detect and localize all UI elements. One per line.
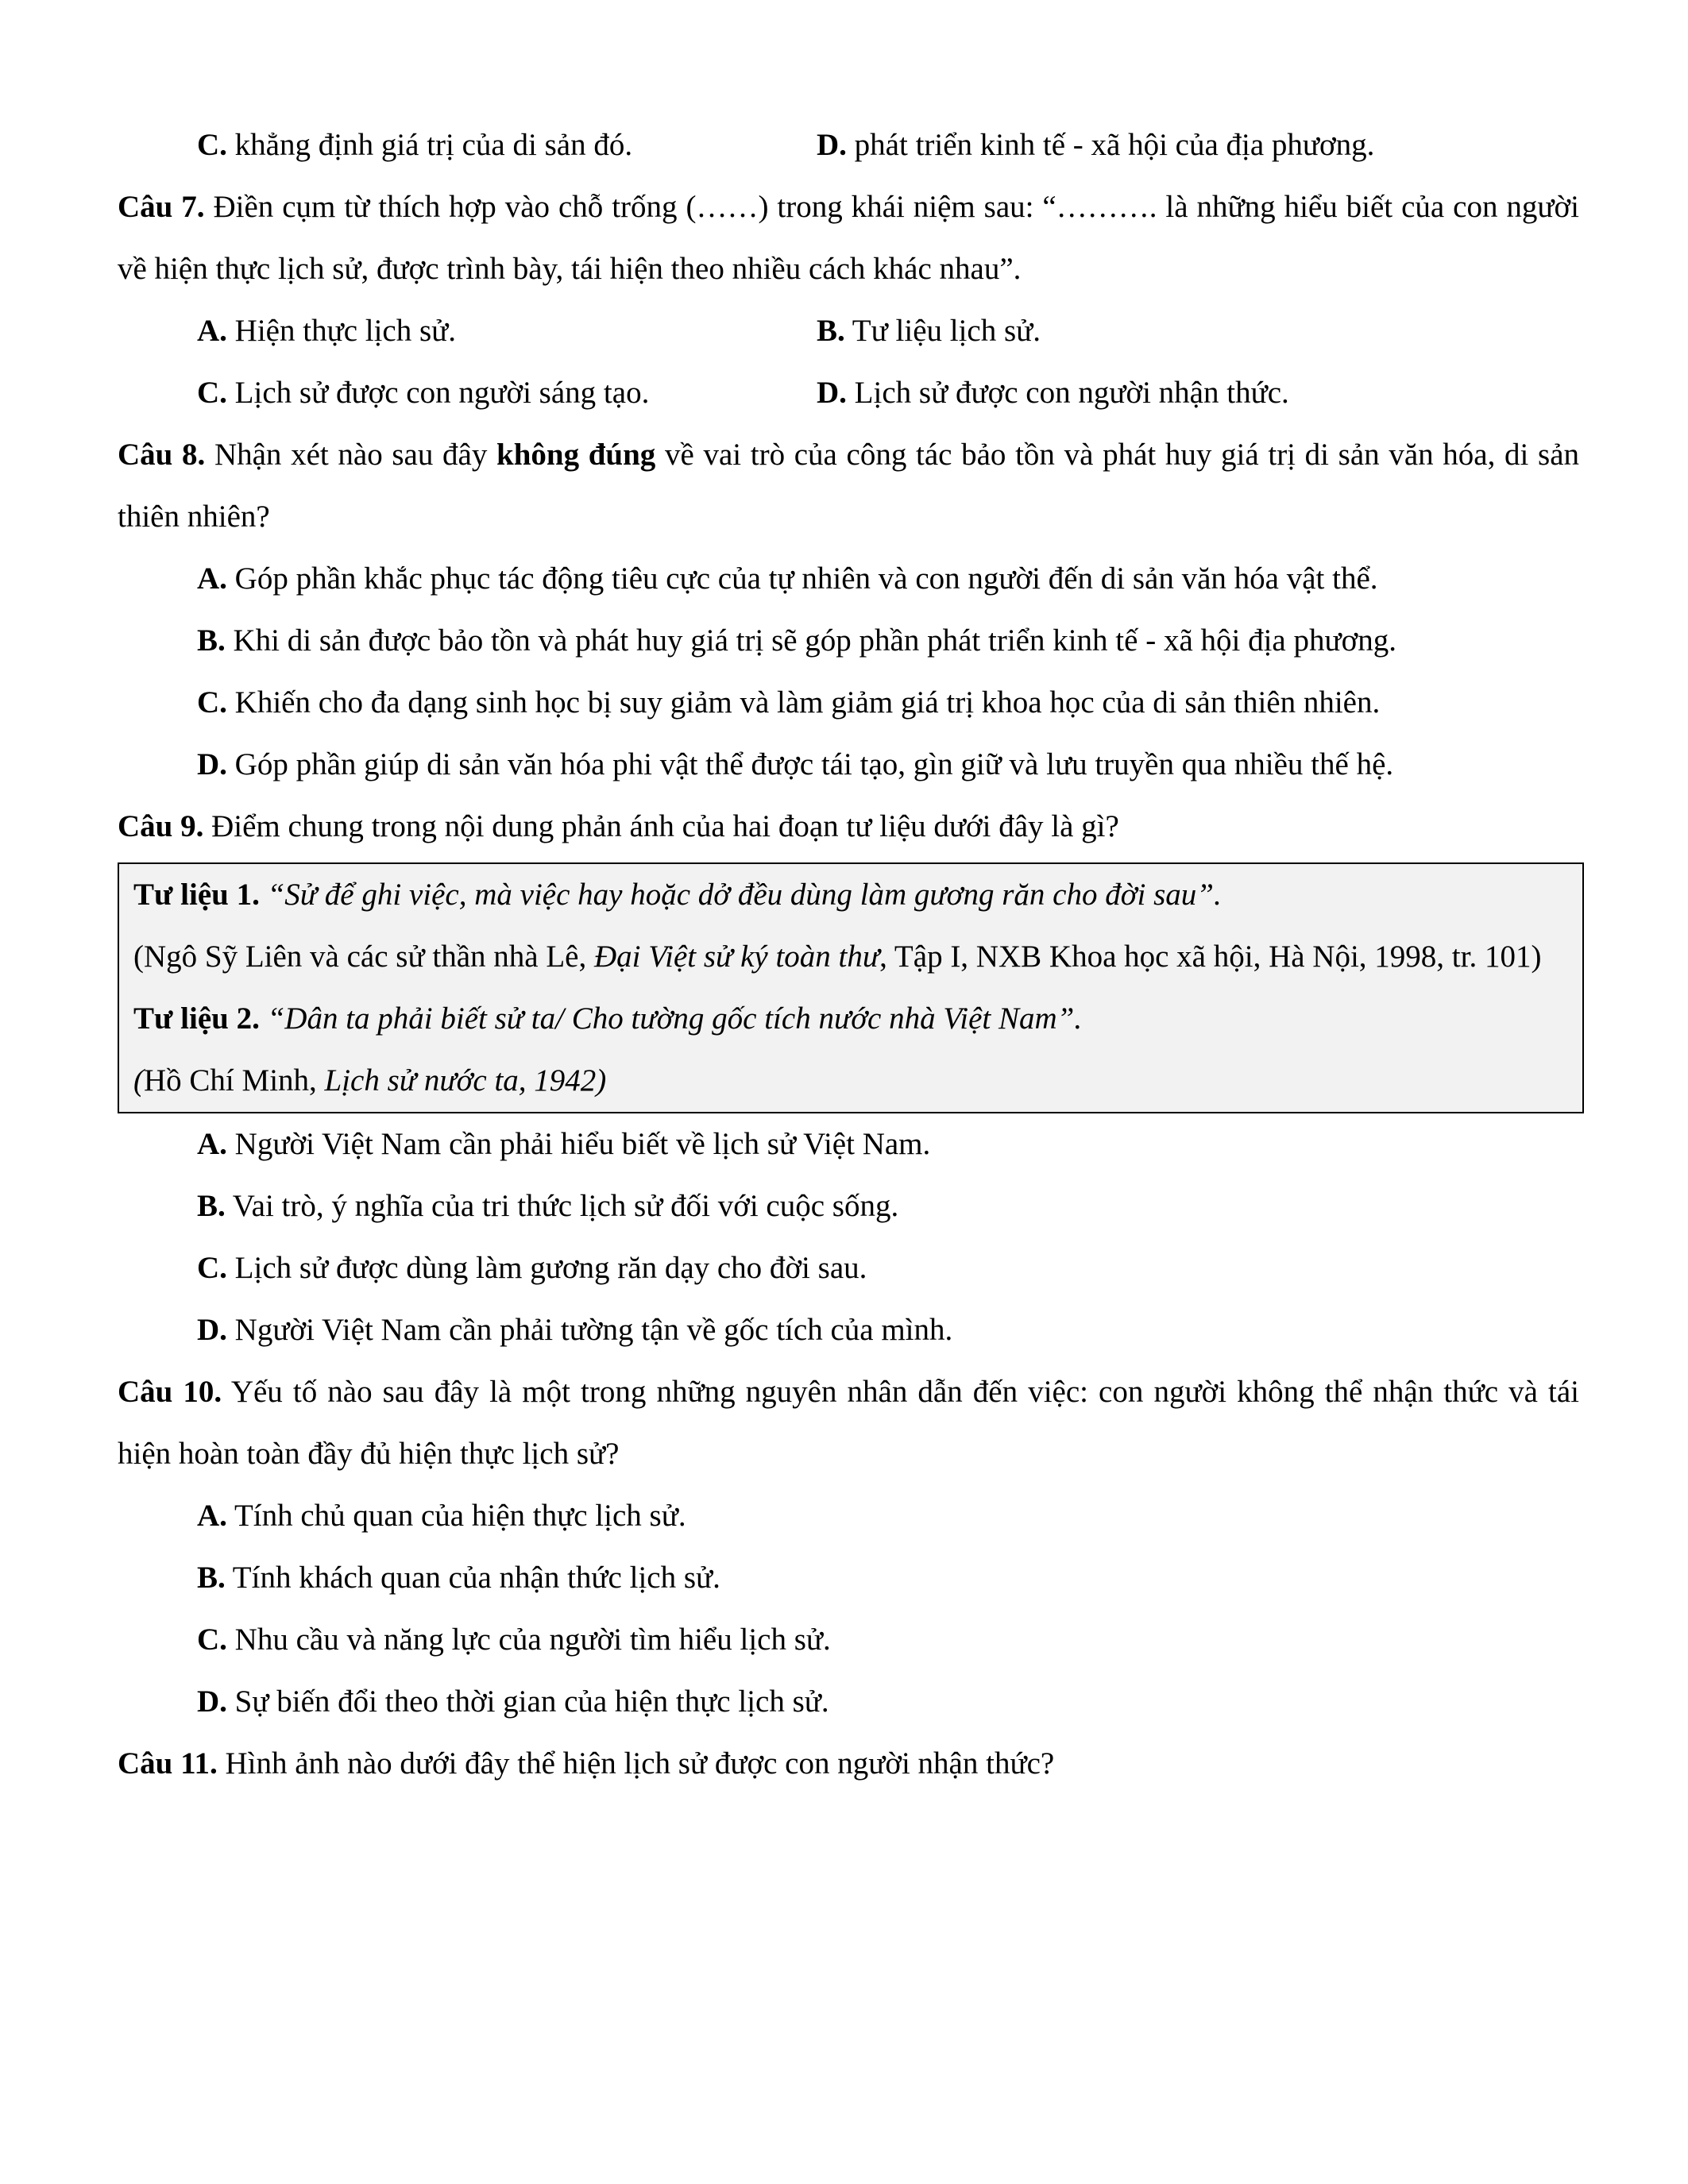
q8-option-d bbox=[118, 734, 1579, 796]
question-text: Nhận xét nào sau đây bbox=[205, 438, 496, 472]
option-text: khẳng định giá trị của di sản đó. bbox=[226, 128, 633, 162]
option-letter: A. bbox=[197, 1127, 227, 1161]
q7-options-row-ab bbox=[118, 300, 1579, 362]
option-letter: D. bbox=[197, 747, 227, 781]
option-text: Sự biến đổi theo thời gian của hiện thực lịch sử. bbox=[226, 1684, 829, 1719]
option-letter: B. bbox=[197, 1189, 226, 1223]
option-letter: C. bbox=[197, 685, 227, 720]
q8-option-b bbox=[118, 610, 1579, 672]
source-quote: “Sử để ghi việc, mà việc hay hoặc dở đều dùng làm gương răn cho đời sau”. bbox=[259, 878, 1222, 912]
citation-text: , Tập I, NXB Khoa học xã hội, Hà Nội, 1998, tr. 101) bbox=[879, 940, 1542, 974]
question-text: Điểm chung trong nội dung phản ánh của hai đoạn tư liệu dưới đây là gì? bbox=[203, 809, 1119, 843]
source-2-quote bbox=[133, 988, 1568, 1050]
option-letter: B. bbox=[817, 314, 845, 348]
option-text: Khiến cho đa dạng sinh học bị suy giảm và làm giảm giá trị khoa học của di sản thiên nhiên. bbox=[226, 685, 1381, 720]
q7-option-a bbox=[197, 300, 817, 362]
question-label: Câu 8. bbox=[118, 438, 206, 472]
source-label: Tư liệu 1. bbox=[133, 878, 260, 912]
option-letter: D. bbox=[817, 128, 847, 162]
q7-option-b bbox=[817, 300, 1579, 362]
option-letter: C. bbox=[197, 128, 227, 162]
option-text: Tư liệu lịch sử. bbox=[844, 314, 1041, 348]
q10-stem bbox=[118, 1361, 1579, 1485]
option-letter: D. bbox=[817, 376, 847, 410]
source-quote: “Dân ta phải biết sử ta/ Cho tường gốc tích nước nhà Việt Nam”. bbox=[259, 1001, 1083, 1036]
q11-stem bbox=[118, 1733, 1579, 1795]
citation-author: Hồ Chí Minh, bbox=[144, 1063, 325, 1098]
source-label: Tư liệu 2. bbox=[133, 1001, 260, 1036]
q7-stem bbox=[118, 176, 1579, 300]
q8-option-c bbox=[118, 672, 1579, 734]
q10-option-a bbox=[118, 1485, 1579, 1547]
q8-option-a bbox=[118, 548, 1579, 610]
option-letter: C. bbox=[197, 376, 227, 410]
option-text: Hiện thực lịch sử. bbox=[226, 314, 457, 348]
q9-option-a bbox=[118, 1113, 1579, 1175]
option-letter: D. bbox=[197, 1313, 227, 1347]
option-text: Lịch sử được con người nhận thức. bbox=[846, 376, 1289, 410]
option-text: Khi di sản được bảo tồn và phát huy giá trị sẽ góp phần phát triển kinh tế - xã hội địa phương. bbox=[225, 623, 1396, 658]
citation-title: Lịch sử nước ta, 1942) bbox=[324, 1063, 607, 1098]
q8-stem bbox=[118, 424, 1579, 548]
option-text: Vai trò, ý nghĩa của tri thức lịch sử đối với cuộc sống. bbox=[225, 1189, 899, 1223]
option-text: Tính khách quan của nhận thức lịch sử. bbox=[225, 1561, 720, 1595]
q7-option-d bbox=[817, 362, 1579, 424]
document-page bbox=[118, 114, 1579, 1795]
question-label: Câu 9. bbox=[118, 809, 204, 843]
q6-options-row-cd bbox=[118, 114, 1579, 176]
citation-text: ( bbox=[133, 1063, 144, 1098]
option-text: Người Việt Nam cần phải tường tận về gốc tích của mình. bbox=[226, 1313, 953, 1347]
option-text: phát triển kinh tế - xã hội của địa phương. bbox=[846, 128, 1375, 162]
q9-stem bbox=[118, 796, 1579, 858]
question-label: Câu 11. bbox=[118, 1746, 218, 1781]
q9-option-d bbox=[118, 1299, 1579, 1361]
source-box bbox=[118, 862, 1584, 1113]
source-2-citation bbox=[133, 1050, 1568, 1112]
q7-option-c bbox=[197, 362, 817, 424]
option-letter: C. bbox=[197, 1251, 227, 1285]
option-letter: B. bbox=[197, 623, 226, 658]
option-text: Lịch sử được con người sáng tạo. bbox=[226, 376, 650, 410]
source-1-citation bbox=[133, 926, 1568, 988]
q9-option-c bbox=[118, 1237, 1579, 1299]
option-letter: A. bbox=[197, 561, 227, 596]
option-letter: B. bbox=[197, 1561, 226, 1595]
citation-text: (Ngô Sỹ Liên và các sử thần nhà Lê, bbox=[133, 940, 594, 974]
question-label: Câu 10. bbox=[118, 1375, 222, 1409]
question-label: Câu 7. bbox=[118, 190, 205, 224]
question-text: về vai trò của công tác bảo tồn và phát huy giá trị di sản văn hóa, di sản thiên nhiên? bbox=[118, 438, 1580, 534]
q7-options-row-cd bbox=[118, 362, 1579, 424]
option-text: Tính chủ quan của hiện thực lịch sử. bbox=[226, 1499, 686, 1533]
option-text: Nhu cầu và năng lực của người tìm hiểu lịch sử. bbox=[226, 1623, 831, 1657]
option-letter: A. bbox=[197, 314, 227, 348]
citation-title: Đại Việt sử ký toàn thư bbox=[593, 940, 880, 974]
option-letter: C. bbox=[197, 1623, 227, 1657]
q6-option-c bbox=[197, 114, 817, 176]
question-text: Điền cụm từ thích hợp vào chỗ trống (……) trong khái niệm sau: “………. là những hiểu biết của con người về hiện thực lịch sử, được trình bày, tái hiện theo nhiều cách khác nhau”. bbox=[118, 190, 1579, 286]
option-text: Góp phần giúp di sản văn hóa phi vật thể được tái tạo, gìn giữ và lưu truyền qua nhiều thế hệ. bbox=[226, 747, 1394, 781]
question-text: Yếu tố nào sau đây là một trong những nguyên nhân dẫn đến việc: con người không thể nhận thức và tái hiện hoàn toàn đầy đủ hiện thực lịch sử? bbox=[118, 1375, 1580, 1471]
q10-option-b bbox=[118, 1547, 1579, 1609]
option-text: Người Việt Nam cần phải hiểu biết về lịch sử Việt Nam. bbox=[226, 1127, 931, 1161]
option-text: Lịch sử được dùng làm gương răn dạy cho đời sau. bbox=[226, 1251, 867, 1285]
option-letter: A. bbox=[197, 1499, 227, 1533]
q10-option-c bbox=[118, 1609, 1579, 1671]
question-emphasis: không đúng bbox=[496, 438, 656, 472]
q6-option-d bbox=[817, 114, 1579, 176]
q9-option-b bbox=[118, 1175, 1579, 1237]
source-1-quote bbox=[133, 864, 1568, 926]
q10-option-d bbox=[118, 1671, 1579, 1733]
option-letter: D. bbox=[197, 1684, 227, 1719]
option-text: Góp phần khắc phục tác động tiêu cực của tự nhiên và con người đến di sản văn hóa vật thể. bbox=[226, 561, 1378, 596]
question-text: Hình ảnh nào dưới đây thể hiện lịch sử được con người nhận thức? bbox=[217, 1746, 1055, 1781]
